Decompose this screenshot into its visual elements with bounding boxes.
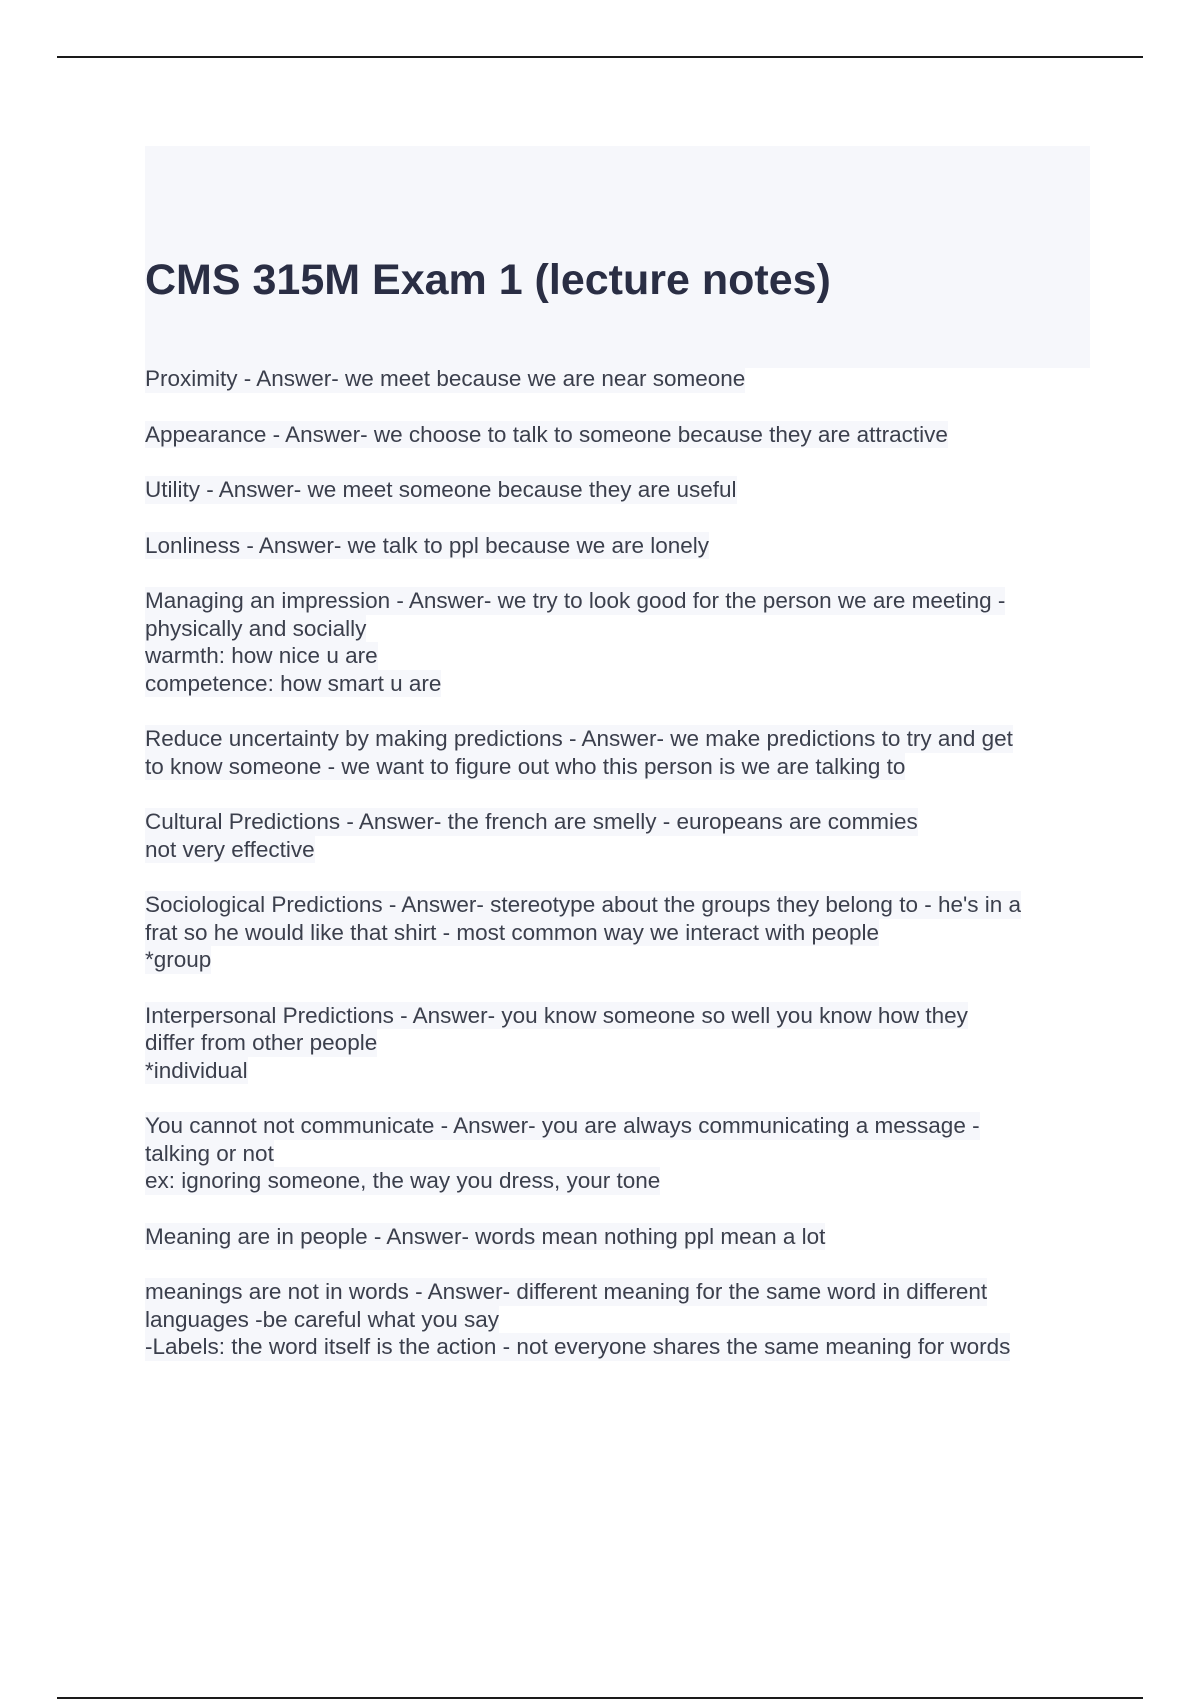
entry-answer-line: ex: ignoring someone, the way you dress, your tone [145, 1168, 661, 1193]
flashcard-entry [145, 532, 1090, 560]
flashcard-entry [145, 421, 1090, 449]
entry-term-line: Interpersonal Predictions - Answer- you know someone so well you know how they [145, 1002, 968, 1028]
flashcard-entry [145, 587, 1090, 697]
entry-term-line: Utility - Answer- we meet someone because they are useful [145, 477, 737, 502]
entry-answer-line: languages -be careful what you say [145, 1306, 499, 1332]
flashcard-entry [145, 1278, 1090, 1361]
flashcard-entry [145, 1223, 1090, 1251]
flashcard-entry [145, 1002, 1090, 1085]
entry-term-line: Proximity - Answer- we meet because we are near someone [145, 366, 746, 391]
entry-term-line: Managing an impression - Answer- we try to look good for the person we are meeting - [145, 588, 1006, 613]
entry-answer-line: not very effective [145, 836, 315, 862]
entry-term-line: You cannot not communicate - Answer- you are always communicating a message - [145, 1113, 980, 1138]
flashcard-entry [145, 1112, 1090, 1195]
entry-term-line: meanings are not in words - Answer- different meaning for the same word in different [145, 1279, 988, 1304]
flashcard-list [145, 365, 1090, 1389]
entry-answer-line: to know someone - we want to figure out who this person is we are talking to [145, 753, 906, 779]
flashcard-entry [145, 476, 1090, 504]
entry-term-line: Sociological Predictions - Answer- stereotype about the groups they belong to - he's in a [145, 892, 1022, 917]
top-rule [57, 56, 1143, 58]
flashcard-entry [145, 725, 1090, 780]
entry-answer-line: talking or not [145, 1140, 274, 1166]
entry-answer-line: competence: how smart u are [145, 670, 442, 696]
entry-answer-line: frat so he would like that shirt - most common way we interact with people [145, 919, 880, 945]
document-title: CMS 315M Exam 1 (lecture notes) [145, 256, 831, 304]
entry-term-line: Appearance - Answer- we choose to talk to someone because they are attractive [145, 421, 948, 447]
entry-answer-line: -Labels: the word itself is the action - not everyone shares the same meaning for words [145, 1334, 1011, 1359]
entry-answer-line: *group [145, 947, 212, 972]
flashcard-entry [145, 365, 1090, 393]
entry-answer-line: warmth: how nice u are [145, 643, 378, 668]
entry-term-line: Reduce uncertainty by making predictions - Answer- we make predictions to try and get [145, 726, 1013, 751]
entry-term-line: Meaning are in people - Answer- words mean nothing ppl mean a lot [145, 1223, 826, 1249]
entry-term-line: Lonliness - Answer- we talk to ppl because we are lonely [145, 532, 710, 558]
bottom-rule [57, 1697, 1143, 1699]
entry-answer-line: differ from other people [145, 1030, 378, 1055]
flashcard-entry [145, 891, 1090, 974]
title-block [145, 146, 1090, 368]
entry-answer-line: physically and socially [145, 615, 367, 641]
entry-term-line: Cultural Predictions - Answer- the french are smelly - europeans are commies [145, 809, 918, 834]
entry-answer-line: *individual [145, 1057, 248, 1083]
flashcard-entry [145, 808, 1090, 863]
